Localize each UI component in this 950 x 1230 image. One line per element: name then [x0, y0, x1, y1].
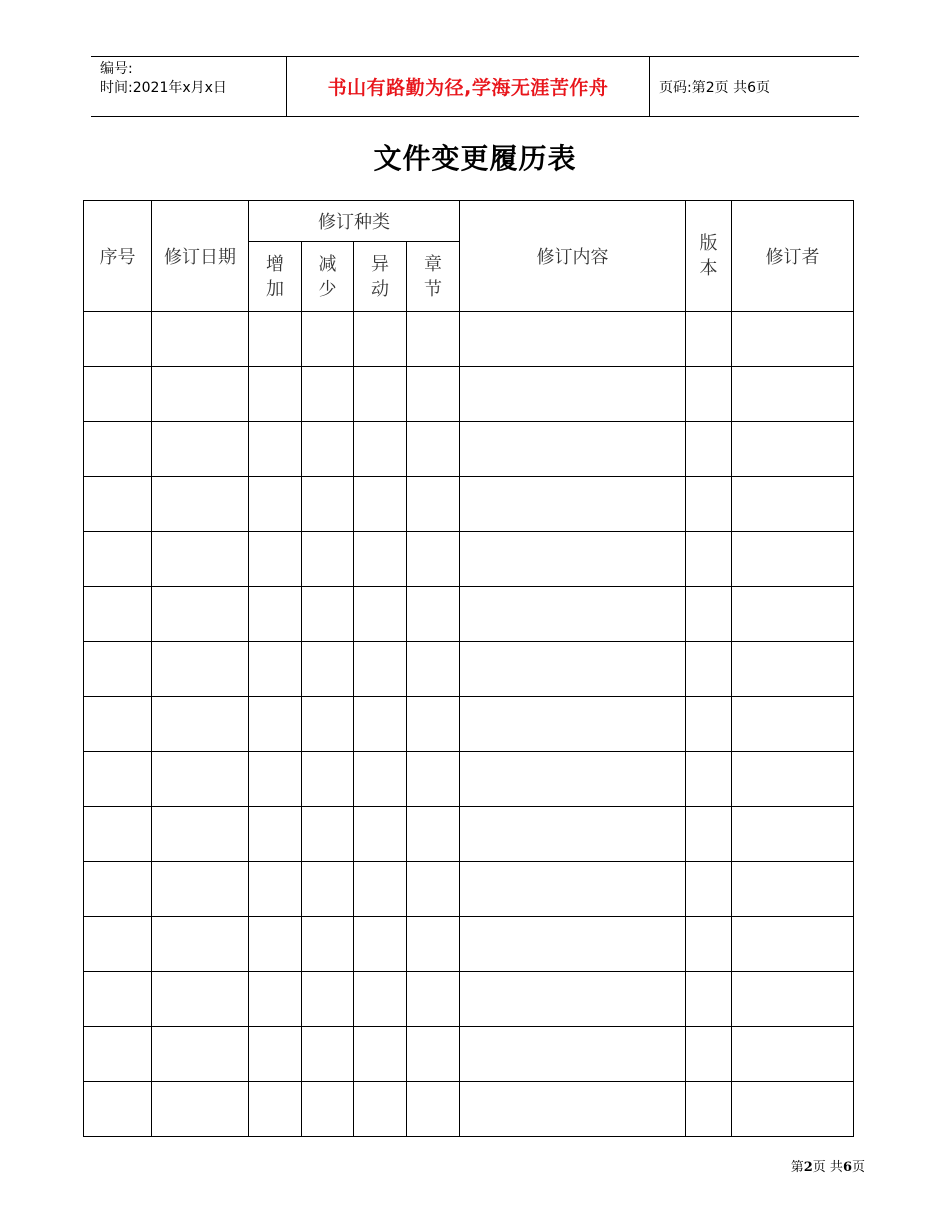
table-cell	[732, 807, 854, 862]
table-cell	[460, 1027, 686, 1082]
table-cell	[84, 807, 152, 862]
table-cell	[249, 642, 302, 697]
table-cell	[686, 532, 732, 587]
table-cell	[84, 312, 152, 367]
table-cell	[249, 312, 302, 367]
table-cell	[686, 1082, 732, 1137]
table-cell	[249, 477, 302, 532]
table-cell	[407, 1082, 460, 1137]
table-cell	[302, 972, 354, 1027]
header-type-change-label: 异动	[371, 253, 389, 300]
table-cell	[84, 697, 152, 752]
table-cell	[84, 367, 152, 422]
table-cell	[686, 1027, 732, 1082]
table-cell	[732, 1082, 854, 1137]
table-cell	[249, 422, 302, 477]
table-cell	[732, 697, 854, 752]
header-version-label: 版本	[699, 233, 718, 279]
table-row	[84, 532, 854, 587]
header-divider	[649, 57, 650, 116]
table-cell	[732, 312, 854, 367]
table-cell	[460, 477, 686, 532]
table-row	[84, 972, 854, 1027]
table-cell	[460, 642, 686, 697]
table-cell	[249, 1027, 302, 1082]
header-type-reduce-label: 减少	[318, 253, 337, 300]
header-type-reduce	[302, 242, 354, 312]
table-cell	[152, 972, 249, 1027]
header-type-chapter-label: 章节	[424, 253, 442, 300]
table-row	[84, 1027, 854, 1082]
page-footer	[791, 1156, 865, 1175]
header-content: 修订内容	[460, 201, 686, 312]
table-cell	[460, 917, 686, 972]
table-cell	[732, 752, 854, 807]
table-cell	[407, 697, 460, 752]
table-cell	[302, 697, 354, 752]
page-title: 文件变更履历表	[373, 142, 577, 175]
table-cell	[354, 972, 407, 1027]
table-cell	[302, 367, 354, 422]
table-cell	[407, 972, 460, 1027]
table-cell	[152, 1027, 249, 1082]
table-cell	[354, 587, 407, 642]
table-row	[84, 697, 854, 752]
table-cell	[732, 532, 854, 587]
table-cell	[249, 587, 302, 642]
table-row	[84, 422, 854, 477]
table-cell	[354, 532, 407, 587]
table-cell	[407, 917, 460, 972]
table-cell	[460, 532, 686, 587]
footer-suffix: 页	[851, 1160, 865, 1175]
table-body	[84, 312, 854, 1137]
table-cell	[686, 917, 732, 972]
table-cell	[732, 972, 854, 1027]
table-cell	[686, 367, 732, 422]
table-cell	[354, 422, 407, 477]
document-number-label: 编号:	[100, 61, 133, 77]
table-cell	[460, 367, 686, 422]
table-row	[84, 1082, 854, 1137]
table-cell	[354, 752, 407, 807]
table-cell	[249, 1082, 302, 1137]
table-cell	[249, 972, 302, 1027]
header-type-chapter	[407, 242, 460, 312]
table-cell	[152, 807, 249, 862]
table-cell	[732, 1027, 854, 1082]
table-cell	[354, 1027, 407, 1082]
table-cell	[249, 697, 302, 752]
header-reviser: 修订者	[732, 201, 854, 312]
table-cell	[354, 312, 407, 367]
table-cell	[686, 422, 732, 477]
table-row	[84, 862, 854, 917]
document-time-label: 时间:2021年x月x日	[100, 80, 227, 96]
table-row	[84, 587, 854, 642]
table-cell	[354, 477, 407, 532]
table-cell	[732, 642, 854, 697]
table-row	[84, 917, 854, 972]
footer-current-page: 2	[803, 1160, 813, 1175]
table-row	[84, 312, 854, 367]
table-cell	[354, 367, 407, 422]
table-cell	[407, 477, 460, 532]
table-cell	[302, 917, 354, 972]
table-cell	[460, 1082, 686, 1137]
table-cell	[407, 862, 460, 917]
table-cell	[249, 752, 302, 807]
table-cell	[152, 1082, 249, 1137]
table-cell	[354, 642, 407, 697]
table-cell	[152, 312, 249, 367]
table-cell	[686, 807, 732, 862]
table-cell	[302, 587, 354, 642]
footer-middle: 页 共	[812, 1160, 843, 1175]
header-seq: 序号	[84, 201, 152, 312]
table-cell	[302, 312, 354, 367]
table-cell	[84, 477, 152, 532]
table-cell	[84, 752, 152, 807]
table-cell	[249, 532, 302, 587]
table-cell	[84, 422, 152, 477]
table-cell	[152, 862, 249, 917]
table-row	[84, 367, 854, 422]
table-cell	[460, 807, 686, 862]
table-cell	[152, 642, 249, 697]
header-type-group: 修订种类	[249, 201, 460, 242]
table-cell	[302, 477, 354, 532]
table-cell	[84, 862, 152, 917]
table-cell	[302, 862, 354, 917]
footer-prefix: 第	[790, 1160, 804, 1175]
header-version	[686, 201, 732, 312]
table-cell	[407, 752, 460, 807]
table-cell	[249, 917, 302, 972]
table-cell	[686, 972, 732, 1027]
table-row	[84, 807, 854, 862]
table-cell	[152, 697, 249, 752]
table-cell	[84, 532, 152, 587]
table-cell	[686, 752, 732, 807]
table-cell	[732, 422, 854, 477]
table-cell	[84, 1082, 152, 1137]
table-cell	[407, 532, 460, 587]
table-cell	[732, 367, 854, 422]
table-cell	[407, 587, 460, 642]
table-cell	[460, 422, 686, 477]
header-type-add-label: 增加	[266, 253, 284, 300]
table-cell	[152, 752, 249, 807]
table-cell	[354, 1082, 407, 1137]
table-cell	[84, 642, 152, 697]
table-cell	[302, 642, 354, 697]
table-cell	[686, 697, 732, 752]
table-cell	[460, 862, 686, 917]
table-cell	[302, 1082, 354, 1137]
table-cell	[152, 477, 249, 532]
table-row	[84, 642, 854, 697]
table-cell	[152, 532, 249, 587]
table-cell	[407, 807, 460, 862]
table-header-row	[84, 201, 854, 242]
table-cell	[84, 1027, 152, 1082]
table-cell	[152, 422, 249, 477]
revision-history-table	[83, 200, 854, 1137]
table-cell	[686, 862, 732, 917]
table-cell	[732, 862, 854, 917]
table-cell	[249, 367, 302, 422]
table-cell	[302, 532, 354, 587]
table-cell	[84, 587, 152, 642]
table-cell	[407, 642, 460, 697]
table-cell	[407, 1027, 460, 1082]
page-header	[91, 56, 859, 117]
table-cell	[460, 972, 686, 1027]
table-cell	[407, 312, 460, 367]
table-row	[84, 477, 854, 532]
header-type-add	[249, 242, 302, 312]
table-cell	[407, 367, 460, 422]
table-cell	[152, 917, 249, 972]
table-cell	[686, 587, 732, 642]
table-cell	[460, 697, 686, 752]
table-cell	[302, 422, 354, 477]
table-cell	[407, 422, 460, 477]
table-cell	[686, 642, 732, 697]
table-cell	[152, 367, 249, 422]
table-cell	[686, 312, 732, 367]
table-cell	[152, 587, 249, 642]
table-cell	[732, 587, 854, 642]
table-cell	[460, 312, 686, 367]
table-cell	[84, 972, 152, 1027]
table-cell	[354, 807, 407, 862]
table-cell	[84, 917, 152, 972]
table-cell	[460, 752, 686, 807]
header-meta	[100, 60, 227, 98]
header-date: 修订日期	[152, 201, 249, 312]
table-cell	[354, 697, 407, 752]
footer-total-pages: 6	[842, 1160, 852, 1175]
header-motto: 书山有路勤为径,学海无涯苦作舟	[327, 77, 609, 99]
table-cell	[302, 752, 354, 807]
header-type-change	[354, 242, 407, 312]
table-cell	[686, 477, 732, 532]
table-cell	[732, 917, 854, 972]
header-page-label: 页码:第2页 共6页	[659, 79, 770, 96]
table-cell	[460, 587, 686, 642]
table-row	[84, 752, 854, 807]
table-cell	[354, 917, 407, 972]
table-cell	[249, 807, 302, 862]
table-cell	[302, 1027, 354, 1082]
table-cell	[302, 807, 354, 862]
table-cell	[249, 862, 302, 917]
table-cell	[354, 862, 407, 917]
table-cell	[732, 477, 854, 532]
